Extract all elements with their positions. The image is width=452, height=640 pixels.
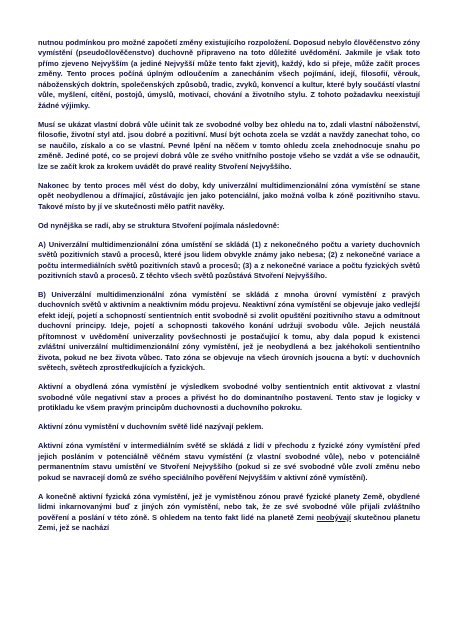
paragraph-8: Aktivní zónu vymístění v duchovním světě lidé nazývají peklem. — [38, 422, 264, 432]
paragraph-10-text-after: skutečnou planetu Zemi, jež se nachází — [38, 512, 420, 533]
paragraph-7: Aktivní a obydlená zóna vymístění je výsledkem svobodné volby sentientních entit aktivovat z vlastní svobodné vůle negativní stav a proces a přivést ho do dominantního postavení. Tento stav je logicky v protikladu ke všem pravým principům duchovnosti a duchovního pokroku. — [38, 382, 420, 413]
document-page — [38, 38, 420, 533]
paragraph-6: B) Univerzální multidimenzionální zóna vymístění se skládá z mnoha úrovní vymístění z pravých duchovních světů v aktivním a neaktivním módu projevu. Neaktivní zóna vymístění se objevuje jako vedlejší efekt idejí, pojetí a schopností sentientních entit svobodně si zvolit opuštění pozitivního stavu a odmítnout duchovní principy. Ideje, pojetí a schopnosti takového konání udržují svobodu vůle. Jejich neustálá přítomnost v uvědomění univerzality povšechnosti je postačující k tomu, aby dala popud k existenci zvláštní univerzální multidimenzionální zóny vymístění, jež je neobydlená a bez jakéhokoli sentientního života, pokud ne bez života vůbec. Tato zóna se objevuje na všech úrovních jsoucna a bytí: v duchovních světech, světech zprostředkujících a fyzických. — [38, 290, 420, 373]
paragraph-2: Musí se ukázat vlastní dobrá vůle učinit tak ze svobodné volby bez ohledu na to, zdali vlastní náboženství, filosofie, životní styl atd. jsou dobré a pozitivní. Musí být ochota zcela se vzdát a navždy zanechat toho, co se naučilo, získalo a co se vlastní. Pevné lpění na něčem v tomto ohledu zcela znehodnocuje snahu po změně. Jediné poté, co se projeví dobrá vůle ze svého vnitřního postoje všeho se vzdát a vše se odnaučit, lze se začít krok za krokem uvádět do pravé reality Stvoření Nejvyššího. — [38, 119, 420, 171]
paragraph-3: Nakonec by tento proces měl vést do doby, kdy univerzální multidimenzionální zóna vymístění se stane opět neobydlenou a dřímající, zůstávajíc jen jako potenciální, jako možná volba k zóně pozitivního stavu. Takové místo by jí ve skutečnosti mělo patřit navěky. — [38, 180, 420, 211]
paragraph-4: Od nynějška se radí, aby se struktura Stvoření pojímala následovně: — [38, 220, 280, 230]
paragraph-9: Aktivní zóna vymístění v intermediálním světě se skládá z lidí v přechodu z fyzické zóny vymístění před jejich posláním v potenciálně věčném stavu vymístění (z vlastní svobodné vůle), nebo v potenciálně permanentním stavu umístění ve Stvoření Nejvyššího (pokud si ze své svobodné vůle zvolí změnu nebo pokud se navracejí domů ze svého speciálního pověření Nejvyšším v aktivní zóně vymístění). — [38, 441, 420, 482]
paragraph-10-text-before: A konečně aktivní fyzická zóna vymístění, jež je vymístěnou zónou pravé fyzické planety Země, obydlené lidmi inkarnovanými buď z jiných zón vymístění, nebo tak, že ze své svobodné vůle přijali zvláštního pověření a poslání v této zóně. S ohledem na tento fakt lidé na planetě Zemi — [38, 491, 420, 522]
paragraph-10 — [38, 492, 420, 534]
paragraph-5: A) Univerzální multidimenzionální zóna umístění se skládá (1) z nekonečného počtu a variety duchovních světů pozitivních stavů a procesů, které jsou lidem obvykle známy jako nebesa; (2) z nekonečné variace a počtu intermediálních světů pozitivních stavů a procesů; (3) a z nekonečné variace a počtu fyzických světů pozitivních stavů a procesů. Z těchto všech světů pozůstává Stvoření Nejvyššího. — [38, 239, 420, 280]
paragraph-1: nutnou podmínkou pro možné započetí změny existujícího rozpoložení. Doposud nebylo člověčenstvo zóny vymístění (pseudočlověčenstvo) duchovně připraveno na toto důležité uvědomění. Jakmile je však toto přímo zjeveno Nejvyšším (a jediné Nejvyšší může tento fakt zjevit), každý, kdo si přeje, může začít proces změny. Tento proces počíná úplným odloučením a zanecháním všech pojímání, idejí, filosofií, věrouk, náboženských doktrín, společenských způsobů, tradic, zvyků, konvencí a kultur, které byly součástí vlastní vůle, myšlení, cítění, postojů, úmyslů, motivací, chování a životního stylu. Z tohoto požadavku neexistují žádné výjimky. — [38, 38, 420, 110]
underlined-word: neobývají — [316, 512, 351, 522]
